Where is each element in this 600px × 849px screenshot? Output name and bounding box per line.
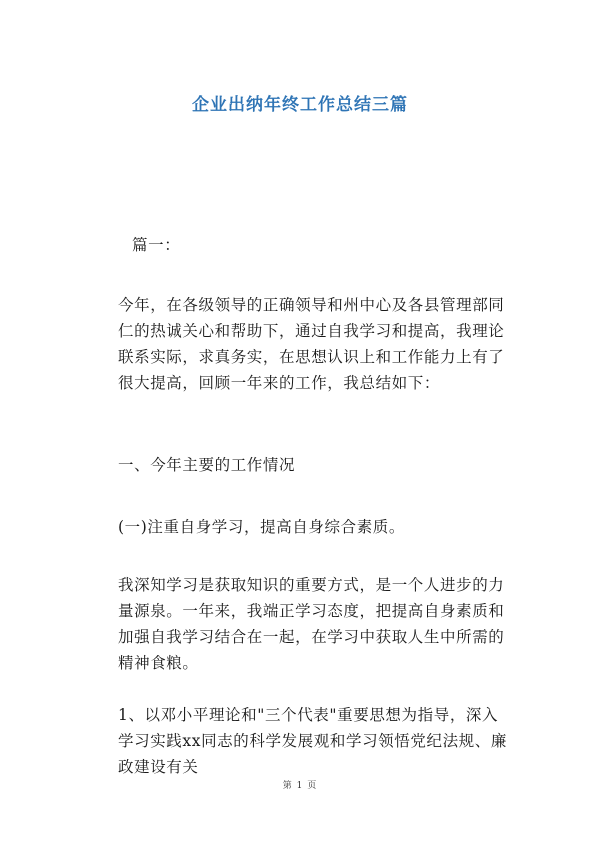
- page-number: 第 1 页: [282, 781, 318, 791]
- paragraph-1: 今年，在各级领导的正确领导和州中心及各县管理部同仁的热诚关心和帮助下，通过自我学习和提高，我理论联系实际，求真务实，在思想认识上和工作能力上有了很大提高，回顾一年来的工作，我总结如下：: [118, 296, 505, 392]
- section-heading-1: 一、今年主要的工作情况: [118, 456, 296, 474]
- paragraph-2: 我深知学习是获取知识的重要方式，是一个人进步的力量源泉。一年来，我端正学习态度，把提高自身素质和加强自我学习结合在一起，在学习中获取人生中所需的精神食粮。: [118, 576, 505, 672]
- subsection-heading-1: (一)注重自身学习，提高自身综合素质。: [118, 518, 405, 536]
- section-label: 篇一：: [132, 236, 181, 254]
- document-title: 企业出纳年终工作总结三篇: [192, 95, 408, 115]
- paragraph-3: 1、以邓小平理论和"三个代表"重要思想为指导，深入学习实践xx同志的科学发展观和学习领悟党纪法规、廉政建设有关: [118, 706, 507, 776]
